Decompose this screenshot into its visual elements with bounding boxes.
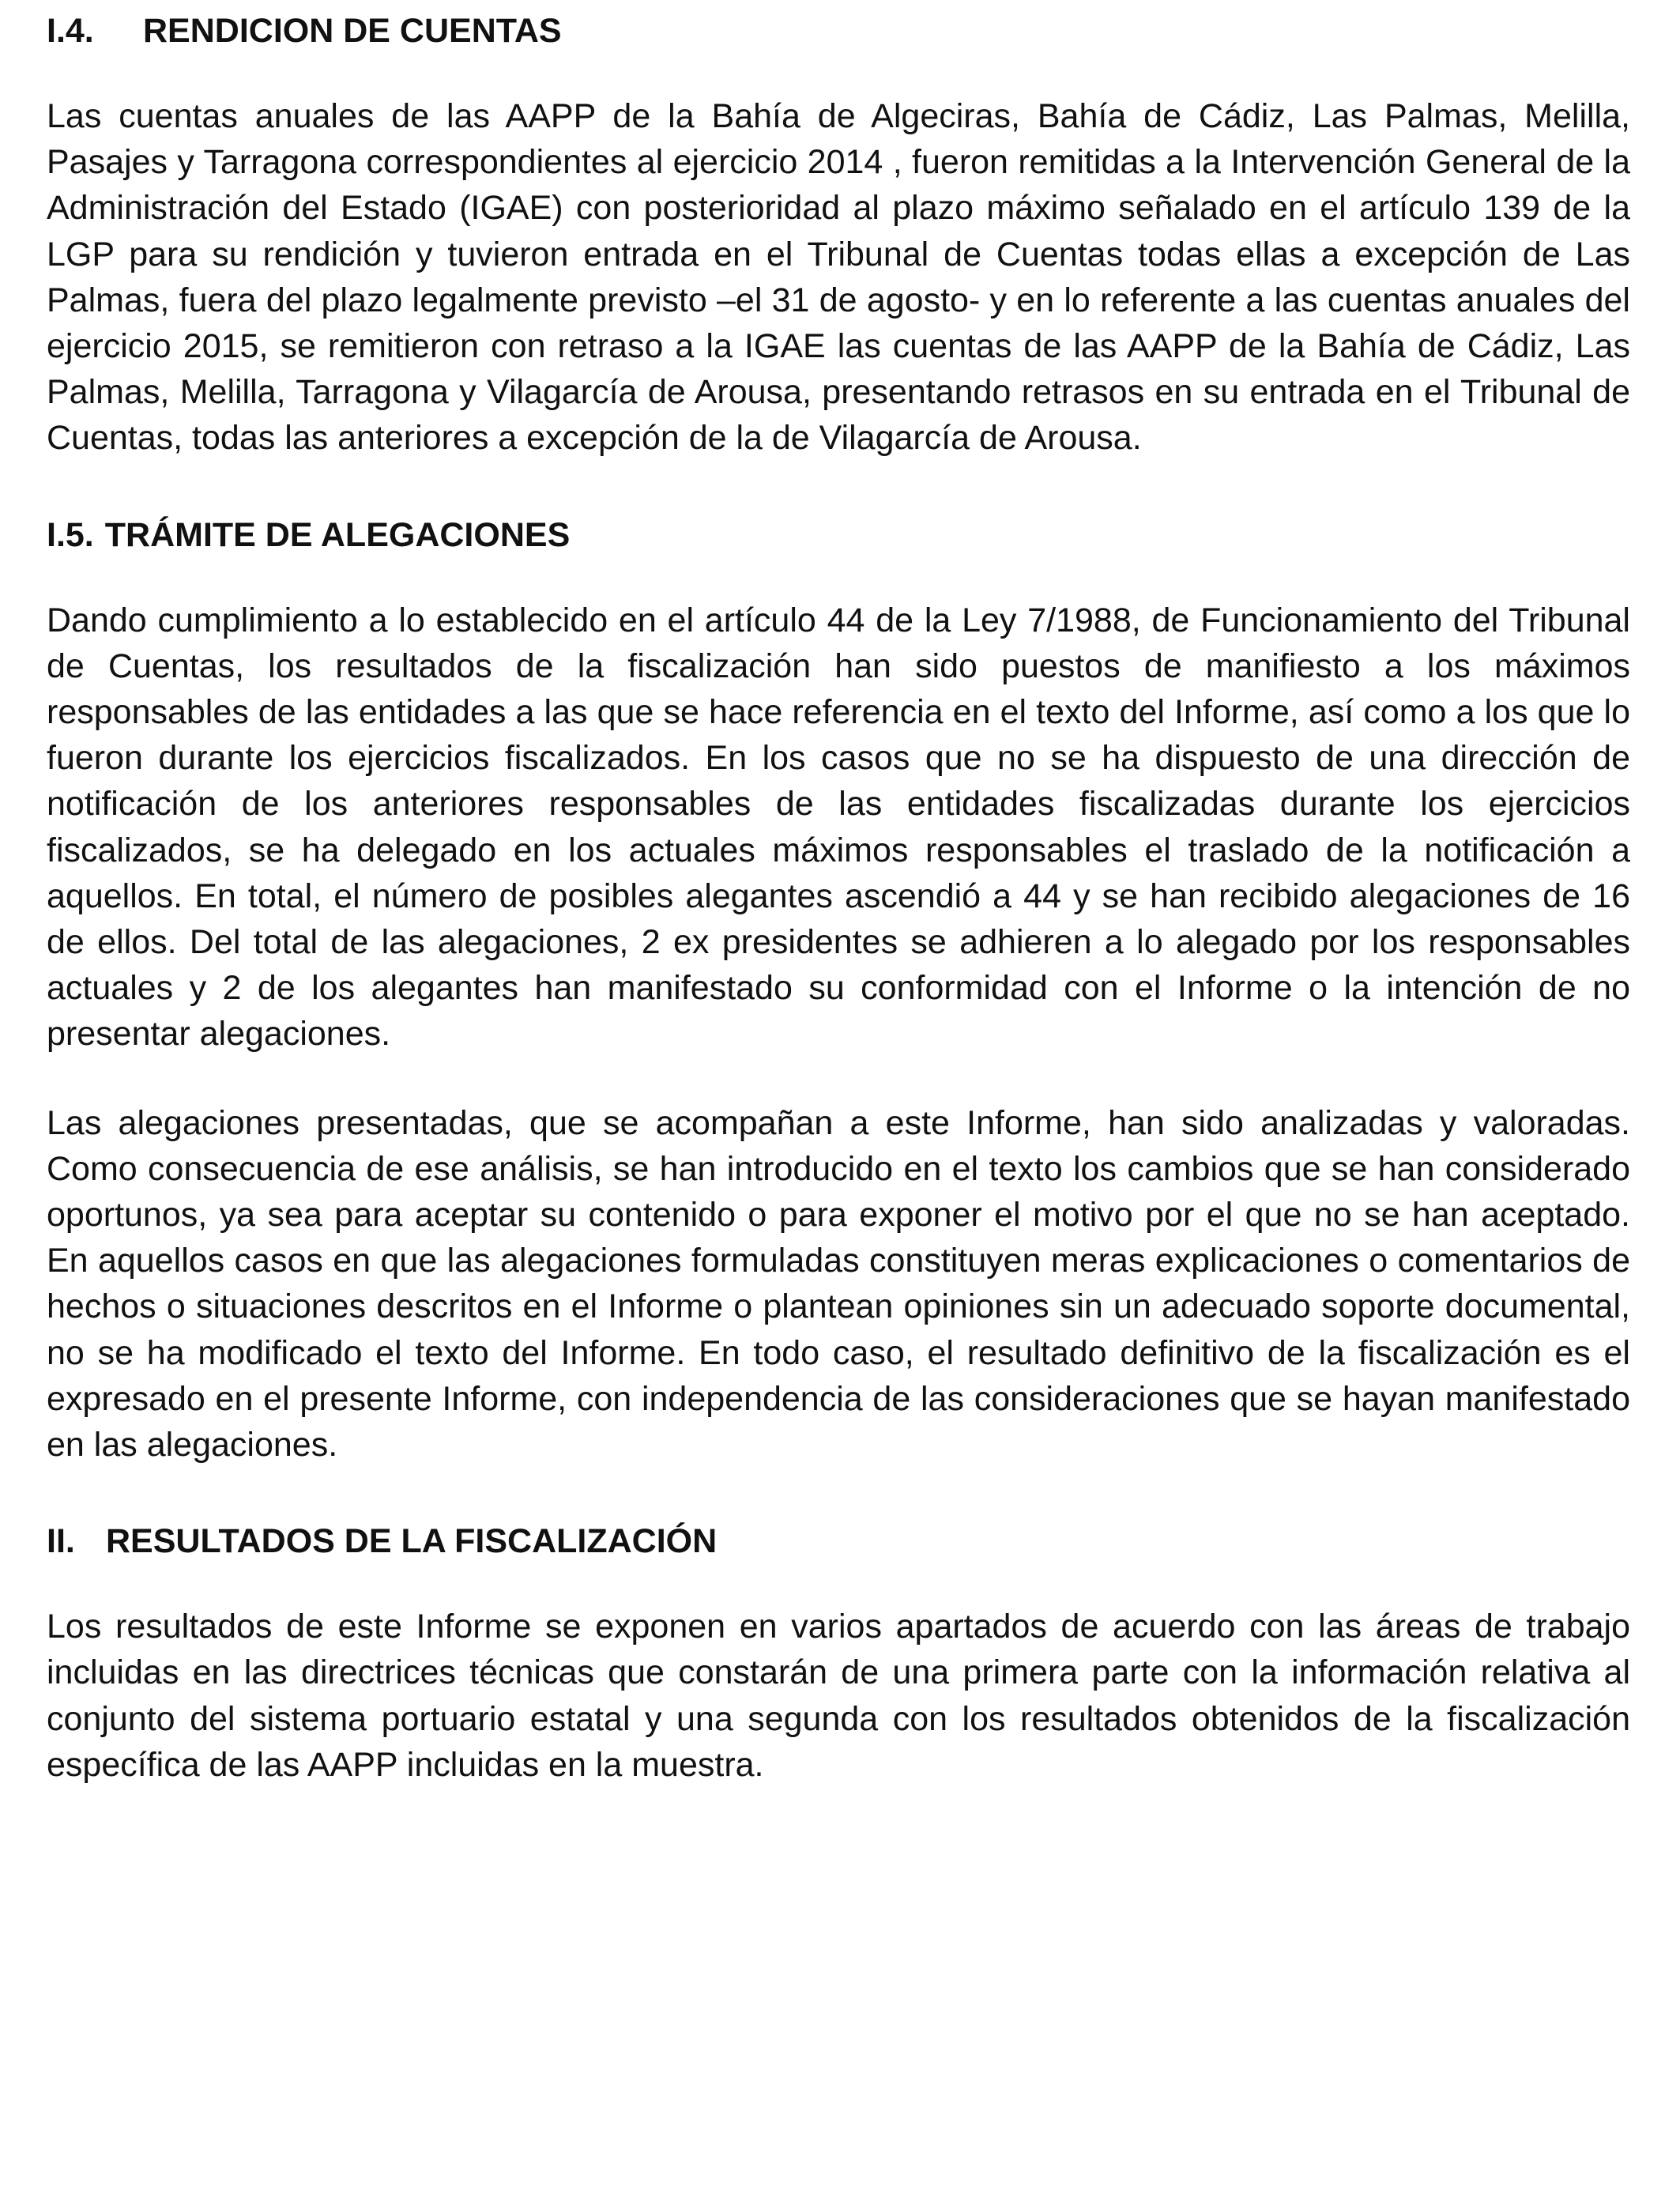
section-title: RENDICION DE CUENTAS bbox=[143, 12, 562, 50]
section-heading bbox=[47, 512, 1630, 558]
paragraph: Los resultados de este Informe se exponen en varios apartados de acuerdo con las áreas de trabajo incluidas en las directrices técnicas que constarán de una primera parte con la información relativa al conjunto del sistema portuario estatal y una segunda con los resultados obtenidos de la fiscalización específica de las AAPP incluidas en la muestra. bbox=[47, 1608, 1630, 1784]
paragraph: Dando cumplimiento a lo establecido en el artículo 44 de la Ley 7/1988, de Funcionamiento del Tribunal de Cuentas, los resultados de la fiscalización han sido puestos de manifiesto a los máximos responsables de las entidades a las que se hace referencia en el texto del Informe, así como a los que lo fueron durante los ejercicios fiscalizados. En los casos que no se ha dispuesto de una dirección de notificación de los anteriores responsables de las entidades fiscalizadas durante los ejercicios fiscalizados, se ha delegado en los actuales máximos responsables el traslado de la notificación a aquellos. En total, el número de posibles alegantes ascendió a 44 y se han recibido alegaciones de 16 de ellos. Del total de las alegaciones, 2 ex presidentes se adhieren a lo alegado por los responsables actuales y 2 de los alegantes han manifestado su conformidad con el Informe o la intención de no presentar alegaciones. bbox=[47, 601, 1630, 1054]
section-title: TRÁMITE DE ALEGACIONES bbox=[104, 515, 571, 554]
section-tramite-de-alegaciones bbox=[47, 512, 1630, 1468]
document-body bbox=[47, 8, 1630, 1788]
section-heading bbox=[47, 8, 1630, 54]
section-number: I.5. bbox=[47, 515, 94, 554]
paragraph: Las cuentas anuales de las AAPP de la Bahía de Algeciras, Bahía de Cádiz, Las Palmas, Melilla, Pasajes y Tarragona correspondientes al ejercicio 2014 , fueron remitidas a la Intervención General de la Administración del Estado (IGAE) con posterioridad al plazo máximo señalado en el artículo 139 de la LGP para su rendición y tuvieron entrada en el Tribunal de Cuentas todas ellas a excepción de Las Palmas, fuera del plazo legalmente previsto –el 31 de agosto- y en lo referente a las cuentas anuales del ejercicio 2015, se remitieron con retraso a la IGAE las cuentas de las AAPP de la Bahía de Cádiz, Las Palmas, Melilla, Tarragona y Vilagarcía de Arousa, presentando retrasos en su entrada en el Tribunal de Cuentas, todas las anteriores a excepción de la de Vilagarcía de Arousa. bbox=[47, 97, 1630, 458]
paragraph: Las alegaciones presentadas, que se acompañan a este Informe, han sido analizadas y valoradas. Como consecuencia de ese análisis, se han introducido en el texto los cambios que se han considerado oportunos, ya sea para aceptar su contenido o para exponer el motivo por el que no se han aceptado. En aquellos casos en que las alegaciones formuladas constituyen meras explicaciones o comentarios de hechos o situaciones descritos en el Informe o plantean opiniones sin un adecuado soporte documental, no se ha modificado el texto del Informe. En todo caso, el resultado definitivo de la fiscalización es el expresado en el presente Informe, con independencia de las consideraciones que se hayan manifestado en las alegaciones. bbox=[47, 1103, 1630, 1465]
section-number: I.4. bbox=[47, 12, 94, 50]
section-resultados-de-la-fiscalizacion bbox=[47, 1518, 1630, 1788]
section-title: RESULTADOS DE LA FISCALIZACIÓN bbox=[106, 1522, 718, 1561]
section-number: II. bbox=[47, 1522, 75, 1561]
section-rendicion-de-cuentas bbox=[47, 8, 1630, 462]
section-heading bbox=[47, 1518, 1630, 1564]
